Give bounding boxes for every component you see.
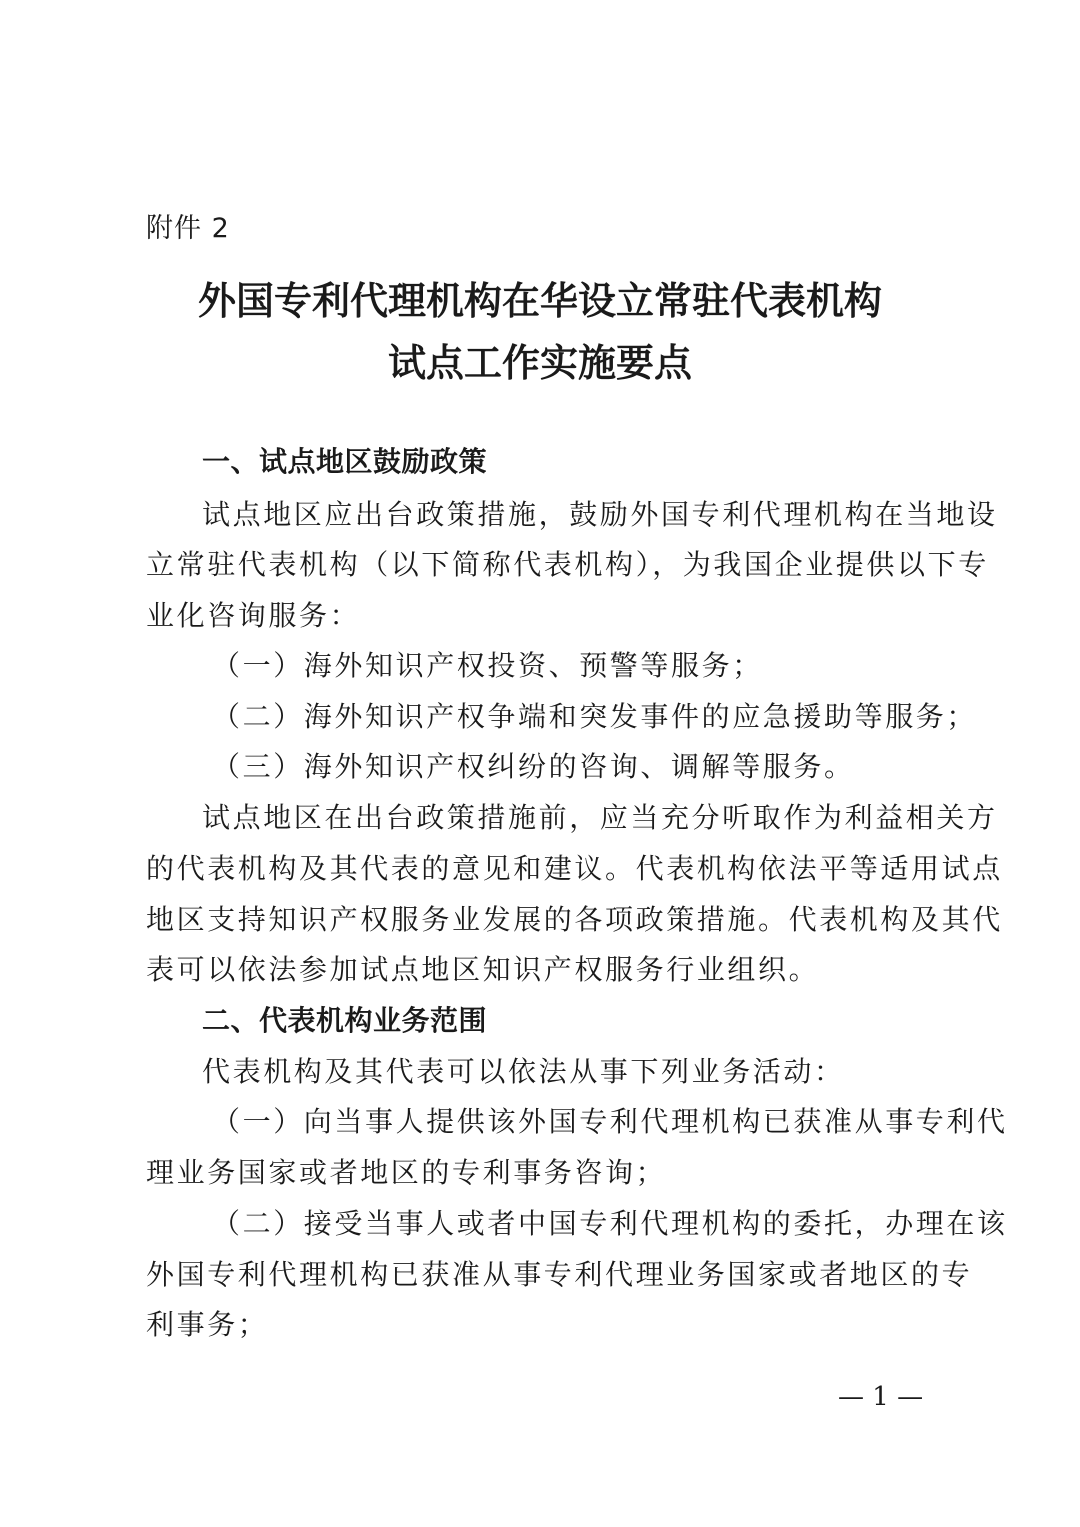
list-item: （二）海外知识产权争端和突发事件的应急援助等服务； [212,700,978,733]
paragraph-line: 地区支持知识产权服务业发展的各项政策措施。代表机构及其代 [146,903,1003,936]
paragraph-line: 表可以依法参加试点地区知识产权服务行业组织。 [146,953,820,986]
section-2-heading: 二、代表机构业务范围 [202,1004,488,1037]
paragraph-line: 外国专利代理机构已获准从事专利代理业务国家或者地区的专 [146,1258,973,1291]
page-number: — 1 — [838,1382,924,1412]
paragraph-line: 立常驻代表机构（以下简称代表机构），为我国企业提供以下专 [146,548,989,581]
title-line-1: 外国专利代理机构在华设立常驻代表机构 [197,278,882,323]
list-item: （二）接受当事人或者中国专利代理机构的委托，办理在该 [212,1207,1008,1240]
attachment-label: 附件 2 [146,213,230,244]
paragraph-line: 理业务国家或者地区的专利事务咨询； [146,1156,667,1189]
list-item: （一）向当事人提供该外国专利代理机构已获准从事专利代 [212,1105,1008,1138]
paragraph-line: 代表机构及其代表可以依法从事下列业务活动： [202,1055,845,1088]
paragraph-line: 的代表机构及其代表的意见和建议。代表机构依法平等适用试点 [146,852,1003,885]
list-item: （三）海外知识产权纠纷的咨询、调解等服务。 [212,750,855,783]
paragraph-line: 业化咨询服务： [146,599,361,632]
title-line-2: 试点工作实施要点 [387,340,692,385]
section-1-heading: 一、试点地区鼓励政策 [202,445,488,478]
list-item: （一）海外知识产权投资、预警等服务； [212,649,763,682]
paragraph-line: 试点地区在出台政策措施前，应当充分听取作为利益相关方 [202,801,998,834]
paragraph-line: 试点地区应出台政策措施，鼓励外国专利代理机构在当地设 [202,498,998,531]
paragraph-line: 利事务； [146,1308,269,1341]
